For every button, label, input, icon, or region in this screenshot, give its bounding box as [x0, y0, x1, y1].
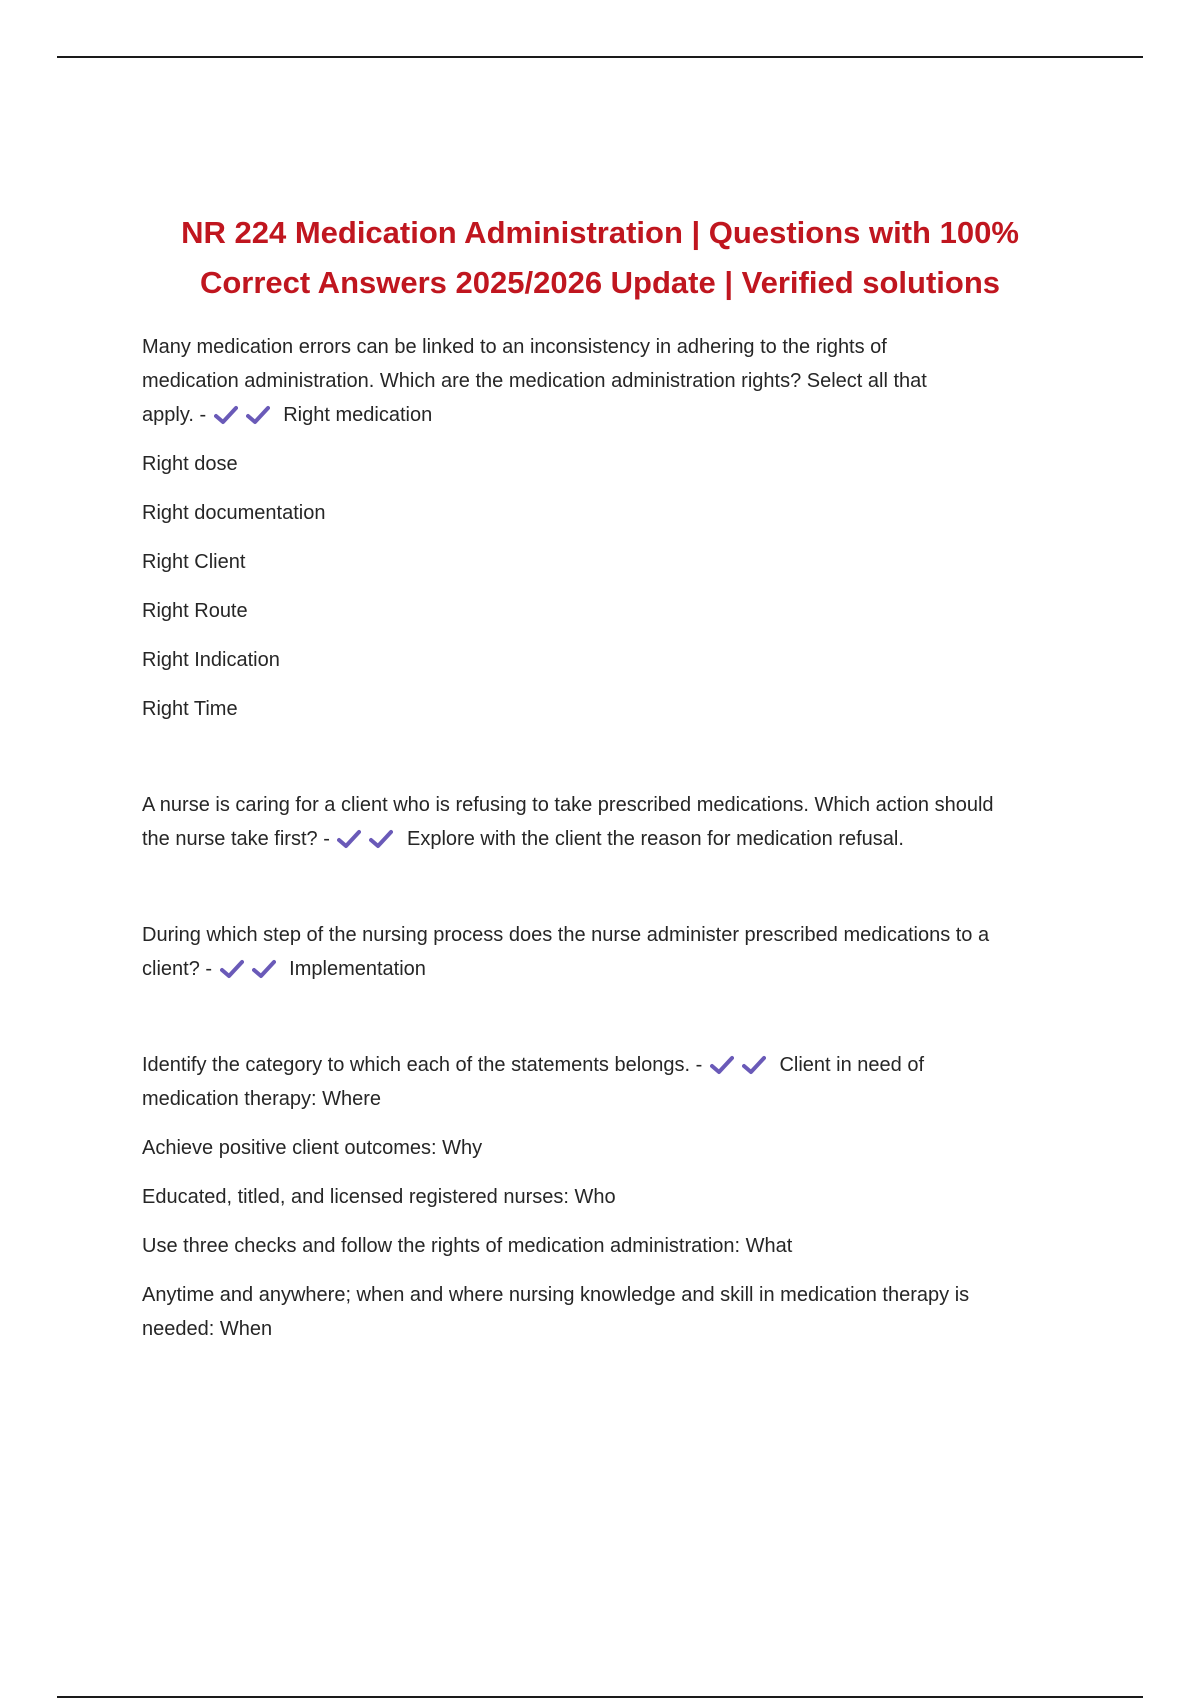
double-check	[710, 1054, 780, 1076]
answer-text: Implementation	[289, 958, 426, 980]
bottom-rule	[57, 1696, 1143, 1698]
check-icon	[710, 1054, 734, 1076]
double-check	[220, 958, 290, 980]
question-text: Identify the category to which each of the statements belongs. -	[142, 1054, 703, 1076]
question-1	[142, 330, 1072, 726]
answer-item: Anytime and anywhere; when and where nursing knowledge and skill in medication therapy is	[142, 1284, 970, 1306]
question-text: A nurse is caring for a client who is refusing to take prescribed medications. Which action should	[142, 794, 994, 816]
question-text: medication administration. Which are the medication administration rights? Select all that	[142, 370, 927, 392]
document-body	[142, 330, 1072, 1346]
title-line-2: Correct Answers 2025/2026 Update | Verified solutions	[199, 265, 1001, 300]
answer-item: Right Indication	[142, 649, 280, 671]
double-check	[337, 828, 407, 850]
question-4	[142, 1048, 1072, 1346]
question-answer-line	[142, 1048, 1072, 1082]
question-answer-line	[142, 952, 1072, 986]
title-line-1: NR 224 Medication Administration | Questions with 100%	[181, 215, 1019, 250]
answer-item: Educated, titled, and licensed registered nurses: Who	[142, 1186, 616, 1208]
check-icon	[220, 958, 244, 980]
answer-text: medication therapy: Where	[142, 1088, 382, 1110]
question-3	[142, 918, 1072, 986]
double-check	[214, 404, 284, 426]
check-icon	[214, 404, 238, 426]
answer-item: Use three checks and follow the rights of medication administration: What	[142, 1235, 793, 1257]
question-text: the nurse take first? -	[142, 828, 330, 850]
answer-item: Right Time	[142, 698, 238, 720]
answer-item: Right Route	[142, 600, 248, 622]
question-text: apply. -	[142, 404, 207, 426]
answer-text: Right medication	[283, 404, 433, 426]
check-icon	[252, 958, 276, 980]
answer-item: needed: When	[142, 1318, 273, 1340]
question-text: client? -	[142, 958, 213, 980]
question-text: During which step of the nursing process does the nurse administer prescribed medications to a	[142, 924, 990, 946]
question-2	[142, 788, 1072, 856]
answer-item: Right documentation	[142, 502, 326, 524]
question-answer-line	[142, 398, 1072, 432]
question-text: Many medication errors can be linked to an inconsistency in adhering to the rights of	[142, 336, 887, 358]
check-icon	[369, 828, 393, 850]
check-icon	[742, 1054, 766, 1076]
answer-text: Explore with the client the reason for medication refusal.	[407, 828, 904, 850]
answer-item: Achieve positive client outcomes: Why	[142, 1137, 483, 1159]
check-icon	[246, 404, 270, 426]
document-title	[100, 208, 1100, 308]
answer-text: Client in need of	[779, 1054, 924, 1076]
answer-item: Right Client	[142, 551, 246, 573]
question-answer-line	[142, 822, 1072, 856]
top-rule	[57, 56, 1143, 58]
answer-item: Right dose	[142, 453, 238, 475]
check-icon	[337, 828, 361, 850]
